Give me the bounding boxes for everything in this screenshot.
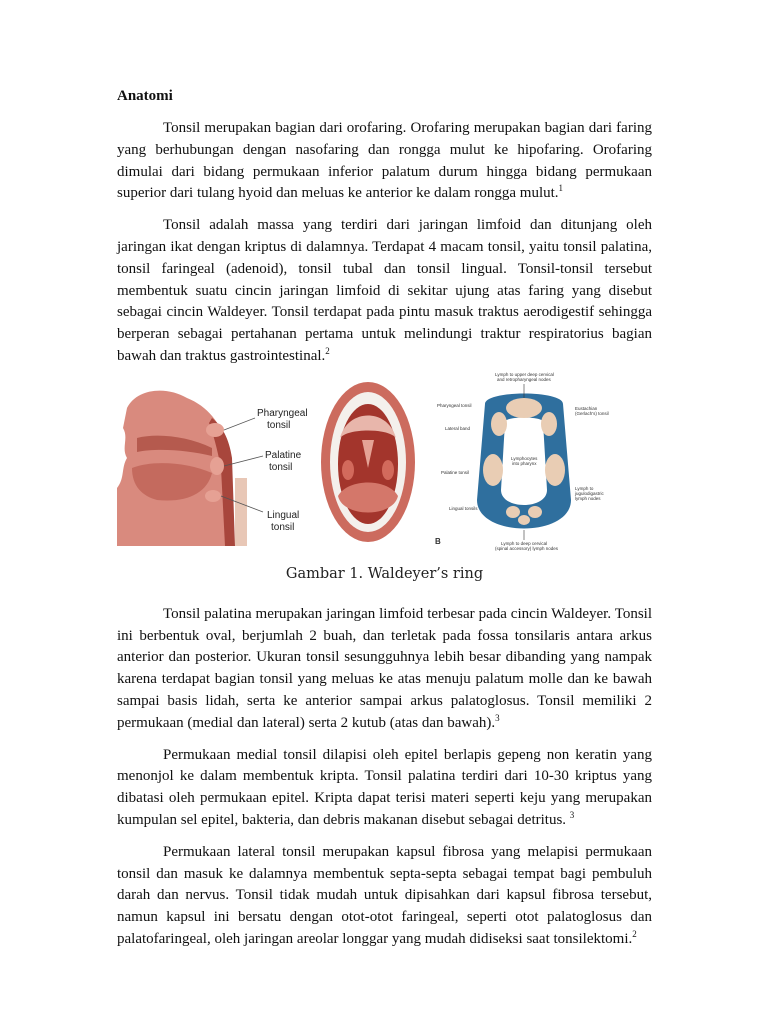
paragraph-5 [117, 842, 652, 951]
paragraph-2 [117, 215, 652, 368]
label-lingual-line2: tonsil [271, 521, 295, 533]
reference-superscript: 3 [495, 712, 500, 723]
paragraph-4 [117, 745, 652, 832]
paragraph-text: Permukaan medial tonsil dilapisi oleh epitel berlapis gepeng non keratin yang menonjol ke dalam membentuk kripta. Tonsil palatina terdiri dari 10-30 kriptus yang dibatasi oleh permukaan epitel. Kripta dapat terisi materi seperti keju yang merupakan kumpulan sel epitel, bakteria, dan debris makanan disebut sebagai detritus. [117, 746, 652, 828]
label-palatine-tonsil: Palatine tonsil [441, 469, 470, 475]
label-lateral-band: Lateral band [445, 425, 471, 431]
waldeyer-ring-diagram [435, 370, 613, 552]
panel-letter: B [435, 536, 441, 546]
figure-caption: Gambar 1. Waldeyer’s ring [285, 565, 484, 582]
paragraph-text: Tonsil adalah massa yang terdiri dari jaringan limfoid dan ditunjang oleh jaringan ikat dengan kriptus di dalamnya. Terdapat 4 macam tonsil, yaitu tonsil palatina, tonsil faringeal (adenoid), tonsil tubal dan tonsil lingual. Tonsil-tonsil tersebut membentuk suatu cincin jaringan limfoid di sekitar ujung atas faring yang disebut sebagai cincin Waldeyer. Tonsil terdapat pada pintu masuk traktus aerodigestif sehingga berperan sebagai pertahanan pertama untuk melindungi traktur respiratorius bagian bawah dan traktus gastrointestinal. [117, 217, 652, 364]
label-jugulodigastric-line2: jugulodigastric [575, 490, 604, 496]
label-pharyngeal-line1: Pharyngeal [257, 407, 308, 419]
paragraph-text: Tonsil palatina merupakan jaringan limfoid terbesar pada cincin Waldeyer. Tonsil ini berbentuk oval, berjumlah 2 buah, dan terletak pada fossa tonsilaris antara arkus anterior dan posterior. Ukuran tonsil sesungguhnya lebih besar dibanding yang nampak karena terdapat bagian tonsil yang meluas ke atas menuju palatum molle dan ke bawah sampai basis lidah, serta ke anterior sampai arkus palatoglosus. Tonsil memiliki 2 permukaan (medial dan lateral) serta 2 kutub (atas dan bawah). [117, 605, 652, 731]
reference-superscript: 2 [325, 345, 330, 356]
paragraph-3 [117, 604, 652, 735]
label-lingual-line1: Lingual [267, 509, 300, 521]
label-eustachian-line2: (Gerlach's) tonsil [575, 410, 609, 416]
paragraph-text: Permukaan lateral tonsil merupakan kapsul fibrosa yang melapisi permukaan tonsil dan masuk ke dalamnya membentuk septa-septa sebagai tempat bagi pembuluh darah dan nervus. Tonsil tidak mudah untuk dipisahkan dari kapsul fibrosa tersebut, namun kapsul ini bersatu dengan otot-otot faringeal, seperti otot palatoglosus dan palatofaringeal, oleh jaringan areolar longgar yang mudah didiseksi saat tonsilektomi. [117, 843, 652, 947]
label-palatine-line2: tonsil [269, 461, 293, 473]
label-upper-deep-cervical-line2: and retropharyngeal nodes [497, 376, 551, 382]
reference-superscript: 2 [632, 928, 637, 939]
label-jugulodigastric-line3: lymph nodes [575, 495, 601, 501]
label-lingual-tonsils: Lingual tonsils [449, 505, 478, 511]
label-pharyngeal-tonsil: Pharyngeal tonsil [437, 402, 472, 408]
open-mouth-illustration [318, 378, 418, 546]
document-content [117, 86, 652, 961]
label-eustachian-line1: Eustachian [575, 405, 598, 411]
label-lymphocytes-line2: into pharynx [512, 460, 537, 466]
section-heading: Anatomi [117, 88, 173, 104]
reference-superscript: 1 [558, 183, 564, 194]
label-upper-deep-cervical-line1: Lymph to upper deep cervical [495, 371, 554, 377]
label-palatine-line1: Palatine [265, 449, 302, 461]
paragraph-1 [117, 118, 652, 205]
label-pharyngeal-line2: tonsil [267, 419, 291, 431]
label-lymphocytes-line1: Lymphocytes [511, 455, 538, 461]
label-jugulodigastric-line1: Lymph to [575, 485, 594, 491]
paragraph-text: Tonsil merupakan bagian dari orofaring. Orofaring merupakan bagian dari faring yang berhubungan dengan nasofaring dan rongga mulut ke hipofaring. Orofaring dimulai dari bidang permukaan inferior palatum durum hingga bidang permukaan superior dari tulang hyoid dan meluas ke anterior ke dalam rongga mulut. [117, 120, 652, 202]
figure-waldeyer-ring [117, 371, 652, 558]
reference-superscript: 3 [569, 809, 575, 820]
label-deep-cervical-line2: (spinal accessory) lymph nodes [495, 545, 559, 551]
label-deep-cervical-line1: Lymph to deep cervical [501, 540, 548, 546]
sagittal-head-illustration [117, 378, 317, 546]
